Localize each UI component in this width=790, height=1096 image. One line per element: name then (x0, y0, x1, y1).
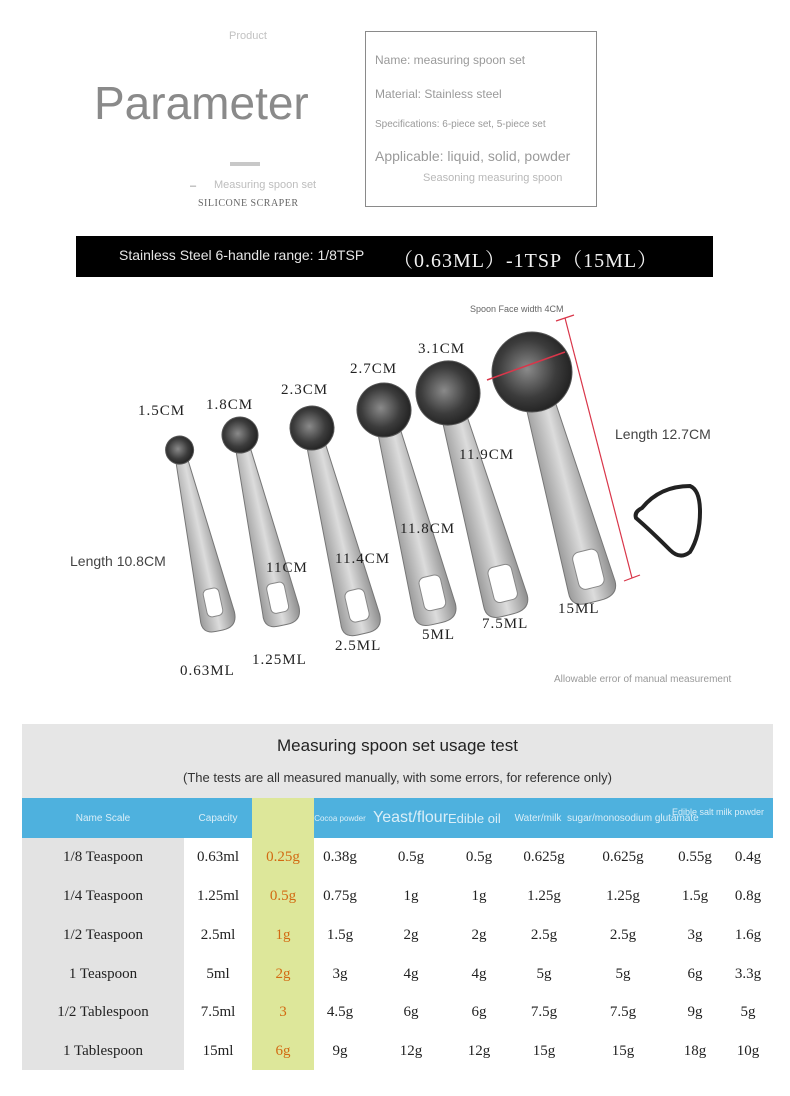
table-row (22, 993, 773, 1031)
cell-salt: 6g (687, 965, 703, 982)
col-header-cocoa: Cocoa powder (314, 813, 366, 823)
cell-capacity: 7.5ml (200, 1003, 236, 1020)
cell-cocoa: 1.5g (326, 926, 354, 943)
cell-milk-powder: 1.6g (734, 926, 762, 943)
spec-applicable: Applicable: liquid, solid, powder (375, 148, 571, 164)
spoon-length-label: 11.8CM (400, 521, 456, 537)
cell-water: 7.5g (530, 1003, 558, 1020)
cell-water: 15g (532, 1042, 556, 1059)
range-banner (76, 236, 713, 277)
cell-cocoa: 3g (332, 965, 348, 982)
cell-oil: 4g (471, 965, 487, 982)
cell-milk-powder: 10g (736, 1042, 760, 1059)
cell-water: 2.5g (530, 926, 558, 943)
spoon-width-label: 1.5CM (138, 403, 186, 419)
spoon-volume-label: 5ML (422, 627, 455, 643)
cell-oil: 0.5g (465, 848, 493, 865)
cell-capacity: 0.63ml (196, 848, 240, 865)
cell-capacity: 2.5ml (200, 926, 236, 943)
table-row (22, 877, 773, 915)
spoon-volume-label: 0.63ML (180, 663, 235, 679)
spoon-length-label: 11.4CM (335, 551, 391, 567)
cell-milk-powder: 3.3g (734, 965, 762, 982)
cell-water: 0.625g (523, 848, 565, 865)
cell-sanqi: 0.5g (269, 887, 297, 904)
measuring-set-label: Measuring spoon set (214, 179, 317, 191)
cell-capacity: 1.25ml (196, 887, 240, 904)
spoon-width-label: 1.8CM (206, 397, 254, 413)
col-header-yeast: Yeast/flour (373, 809, 449, 826)
col-header-capacity: Capacity (198, 812, 238, 824)
page-title: Parameter (94, 77, 309, 129)
face-width-note: Spoon Face width 4CM (470, 304, 564, 314)
spoon-volume-label: 15ML (558, 601, 600, 617)
col-header-name: Name Scale (75, 812, 131, 824)
usage-test-subtitle: (The tests are all measured manually, with some errors, for reference only) (183, 770, 612, 785)
spoon-width-label: 2.3CM (281, 382, 329, 398)
spoon-volume-label: 1.25ML (252, 652, 307, 668)
cell-name: 1/8 Teaspoon (63, 848, 143, 865)
table-header (22, 798, 773, 838)
cell-oil: 2g (471, 926, 487, 943)
cell-salt: 3g (687, 926, 703, 943)
spoon-1-4-tsp (219, 413, 302, 630)
cell-milk-powder: 0.8g (734, 887, 762, 904)
spec-box (365, 31, 597, 207)
silicone-scraper-label: SILICONE SCRAPER (198, 198, 299, 209)
cell-cocoa: 4.5g (326, 1003, 354, 1020)
usage-test-title: Measuring spoon set usage test (277, 736, 518, 755)
range-banner-right: （0.63ML）-1TSP（15ML） (393, 250, 659, 272)
spec-material: Material: Stainless steel (375, 87, 502, 101)
cell-name: 1/2 Teaspoon (63, 926, 143, 943)
cell-sugar: 1.25g (606, 887, 640, 904)
spoon-width-label: 2.7CM (350, 361, 398, 377)
cell-sanqi: 3 (279, 1003, 287, 1020)
col-header-oil: Edible oil (448, 810, 501, 826)
cell-sanqi: 1g (275, 926, 291, 943)
allowable-error-note: Allowable error of manual measurement (554, 674, 732, 685)
cell-oil: 6g (471, 1003, 487, 1020)
cell-salt: 0.55g (678, 848, 712, 865)
cell-name: 1 Tablespoon (63, 1042, 143, 1059)
cell-yeast: 1g (403, 887, 419, 904)
cell-yeast: 2g (403, 926, 419, 943)
key-ring-icon (636, 486, 700, 556)
spoon-illustration (0, 290, 790, 710)
cell-cocoa: 0.75g (323, 887, 357, 904)
spoon-volume-label: 2.5ML (335, 638, 382, 654)
cell-salt: 18g (683, 1042, 707, 1059)
cell-sugar: 0.625g (602, 848, 644, 865)
cell-oil: 12g (467, 1042, 491, 1059)
usage-test-table (22, 798, 773, 1070)
cell-yeast: 12g (399, 1042, 423, 1059)
cell-water: 1.25g (527, 887, 561, 904)
range-banner-left: Stainless Steel 6-handle range: 1/8TSP (119, 247, 365, 263)
cell-oil: 1g (471, 887, 487, 904)
cell-salt: 1.5g (681, 887, 709, 904)
table-row (22, 838, 773, 876)
cell-cocoa: 0.38g (323, 848, 357, 865)
cell-name: 1/4 Teaspoon (63, 887, 143, 904)
product-label: Product (229, 30, 267, 42)
cell-yeast: 4g (403, 965, 419, 982)
spoon-1-8-tsp (162, 432, 238, 634)
cell-milk-powder: 0.4g (734, 848, 762, 865)
table-row (22, 955, 773, 993)
cell-yeast: 0.5g (397, 848, 425, 865)
spoon-1-2-tsp (286, 401, 383, 639)
spoon-length-label: 11.9CM (459, 447, 515, 463)
cell-sugar: 15g (611, 1042, 635, 1059)
cell-sugar: 7.5g (609, 1003, 637, 1020)
spec-specifications: Specifications: 6-piece set, 5-piece set (375, 119, 546, 130)
spoon-volume-label: 7.5ML (482, 616, 529, 632)
cell-sugar: 2.5g (609, 926, 637, 943)
cell-salt: 9g (687, 1003, 703, 1020)
length-short-label: Length 10.8CM (70, 553, 166, 569)
usage-test-header (22, 724, 773, 800)
dash-mark: – (190, 180, 197, 192)
spoon-width-label: 3.1CM (418, 341, 466, 357)
cell-cocoa: 9g (332, 1042, 348, 1059)
divider (230, 162, 260, 166)
spec-name: Name: measuring spoon set (375, 53, 526, 67)
cell-capacity: 15ml (202, 1042, 234, 1059)
table-row (22, 1032, 773, 1070)
cell-name: 1 Teaspoon (68, 965, 138, 982)
col-header-water: Water/milk (514, 812, 562, 824)
cell-yeast: 6g (403, 1003, 419, 1020)
col-header-sugar: sugar/monosodium glutamate (567, 812, 699, 824)
spoon-length-label: 11CM (266, 560, 308, 576)
spoon-diagram (0, 290, 790, 710)
cell-capacity: 5ml (206, 965, 230, 982)
cell-sanqi: 0.25g (266, 848, 300, 865)
col-header-salt: Edible salt milk powder (671, 807, 765, 817)
cell-name: 1/2 Tablespoon (57, 1003, 149, 1020)
length-long-label: Length 12.7CM (615, 426, 711, 442)
table-body (22, 838, 773, 1070)
cell-sanqi: 6g (275, 1042, 291, 1059)
table-row (22, 916, 773, 954)
cell-water: 5g (536, 965, 552, 982)
spec-seasoning: Seasoning measuring spoon (423, 172, 563, 184)
cell-sanqi: 2g (275, 965, 291, 982)
cell-sugar: 5g (615, 965, 631, 982)
cell-milk-powder: 5g (740, 1003, 756, 1020)
